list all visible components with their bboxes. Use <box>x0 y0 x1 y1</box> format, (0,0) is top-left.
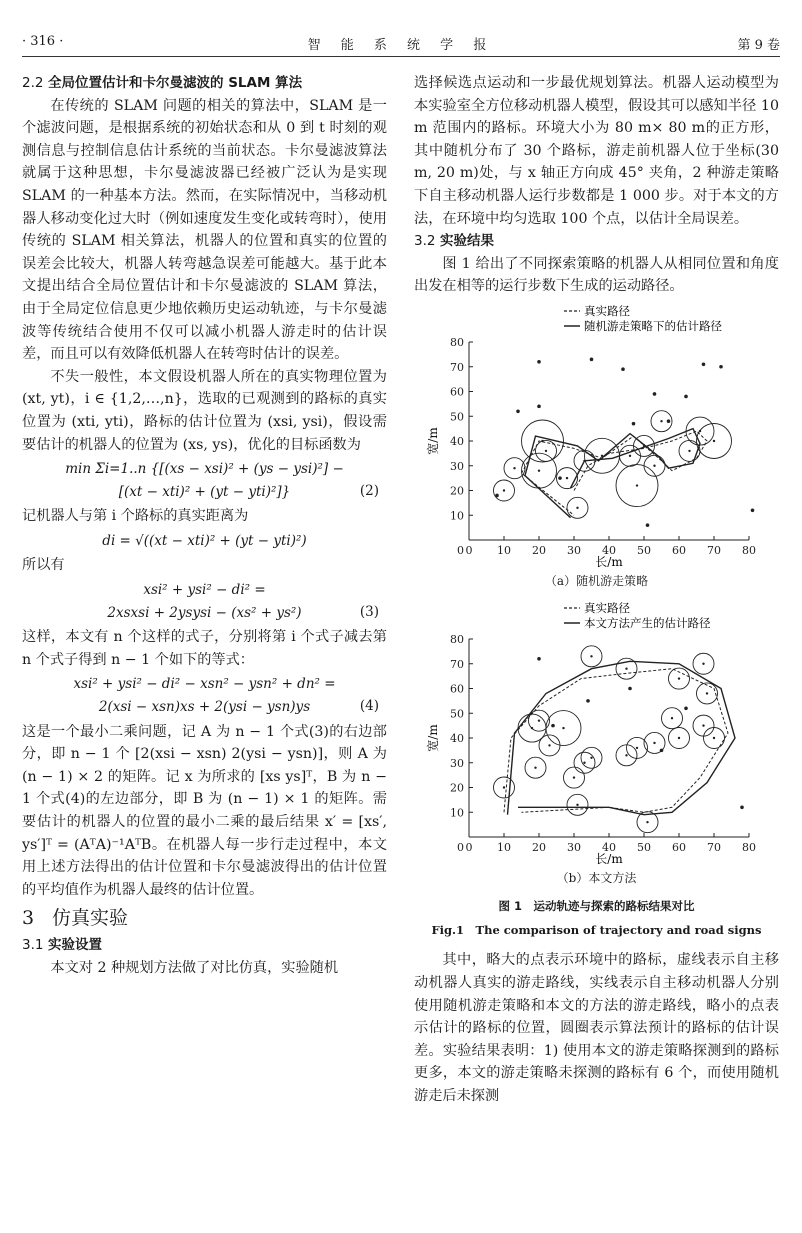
origin-label: 0 <box>457 543 464 557</box>
x-tick-label: 0 <box>465 543 473 557</box>
page-number: · 316 · <box>22 34 64 49</box>
estimated-landmark-point <box>688 450 690 452</box>
y-tick-label: 60 <box>450 385 464 399</box>
y-tick-label: 40 <box>450 731 464 745</box>
header-rule <box>22 56 780 57</box>
section-2-2-heading: 2.2 全局位置估计和卡尔曼滤波的 SLAM 算法 <box>22 75 303 91</box>
y-tick-label: 70 <box>450 360 464 374</box>
estimated-landmark-point <box>576 507 578 509</box>
paragraph: 选择候选点运动和一步最优规划算法。机器人运动模型为本实验室全方位移动机器人模型，假设其可以感知半径 10 m 范围内的路标。环境大小为 80 m× 80 m的正方形，其中随机分布了 30 个路标，游走前机器人位于坐标(30 m, 20 m)处，与 x 轴正方向成 45° 夹角，2 种游走策略下自主移动机器人运行步数都是 1 000 步。对于本文的方法，在环境中均匀选取 100 个点，以估计全局误差。 <box>414 75 779 227</box>
paragraph: 所以有 <box>22 557 65 574</box>
equation-2: min Σi=1..n {[(xs − xsi)² + (ys − ysi)²] − [(xt − xti)² + (yt − yti)²]} (2) <box>65 461 379 500</box>
landmark-point <box>684 706 688 710</box>
landmark-point <box>702 362 706 366</box>
y-tick-label: 80 <box>450 632 464 646</box>
estimated-landmark-point <box>576 803 578 805</box>
landmark-point <box>516 409 520 413</box>
estimated-landmark-point <box>671 717 673 719</box>
estimated-landmark-point <box>562 726 564 728</box>
landmark-point <box>586 699 590 703</box>
estimated-landmark-point <box>702 724 704 726</box>
landmark-point <box>740 805 744 809</box>
chart-legend <box>564 601 711 630</box>
x-tick-label: 80 <box>742 840 756 854</box>
estimated-landmark-point <box>538 469 540 471</box>
figure-caption-english: Fig.1 The comparison of trajectory and road signs <box>431 922 762 937</box>
paragraph: 记机器人与第 i 个路标的真实距离为 <box>22 508 249 525</box>
x-tick-label: 0 <box>465 840 473 854</box>
y-tick-label: 10 <box>450 509 464 523</box>
trajectory-chart-proposed-method <box>414 599 779 865</box>
paragraph: 本文对 2 种规划方法做了对比仿真，实验随机 <box>50 959 339 976</box>
legend-label-estimated-path: 本文方法产生的估计路径 <box>584 615 711 630</box>
x-tick-label: 50 <box>637 543 651 557</box>
x-tick-label: 80 <box>742 543 756 557</box>
landmark-point <box>558 476 562 480</box>
y-axis-label: 宽/m <box>426 723 440 752</box>
x-tick-label: 10 <box>497 543 511 557</box>
paragraph: 这样，本文有 n 个这样的式子，分别将第 i 个式子减去第 n 个式子得到 n − 1 个如下的等式： <box>22 629 387 668</box>
y-tick-label: 50 <box>450 410 464 424</box>
origin-label: 0 <box>457 840 464 854</box>
x-axis-label: 长/m <box>595 851 623 865</box>
running-header <box>22 34 780 54</box>
paragraph: 这是一个最小二乘问题，记 A 为 n − 1 个式(3)的右边部分，即 n − 1 个 [2(xsi − xsn) 2(ysi − ysn)]，则 A 为 (n − 1) × 2 的矩阵。记 x 为所求的 [xs ys]ᵀ，B 为 n − 1 个式(4)的左边部分，即 B 为 (n − 1) × 1 的矩阵。需要估计的机器人的位置的最小二乘的最后结果 x′ = [xs′, ys′]ᵀ = (AᵀA)⁻¹AᵀB。在机器人每一步行走过程中，本文用上述方法得出的估计位置和卡尔曼滤波得出的估计位置的平均值作为机器人最终的估计位置。 <box>22 723 387 898</box>
y-tick-label: 40 <box>450 434 464 448</box>
landmark-point <box>495 494 499 498</box>
y-tick-label: 30 <box>450 459 464 473</box>
trajectory-chart-random-walk <box>414 302 779 568</box>
y-tick-label: 50 <box>450 706 464 720</box>
estimated-landmark-point <box>713 440 715 442</box>
landmark-point <box>751 508 755 512</box>
estimated-landmark-point <box>538 719 540 721</box>
estimated-landmark-point <box>653 464 655 466</box>
estimated-landmark-point <box>629 455 631 457</box>
estimated-landmark-point <box>583 761 585 763</box>
legend-label-estimated-path: 随机游走策略下的估计路径 <box>584 318 722 333</box>
estimated-landmark-point <box>678 736 680 738</box>
subfigure-caption-a: （a）随机游走策略 <box>544 573 649 588</box>
landmark-point <box>551 723 555 727</box>
estimated-landmark-point <box>545 450 547 452</box>
equation-4: xsi² + ysi² − di² − xsn² − ysn² + dn² = 2(xsi − xsn)xs + 2(ysi − ysn)ys (4) <box>73 676 379 716</box>
landmark-point <box>667 419 671 423</box>
right-column <box>414 72 779 1107</box>
landmark-point <box>632 422 636 426</box>
estimated-landmark-point <box>573 776 575 778</box>
x-tick-label: 10 <box>497 840 511 854</box>
estimated-landmark-point <box>625 754 627 756</box>
y-tick-label: 20 <box>450 484 464 498</box>
estimated-landmark-point <box>702 662 704 664</box>
landmark-point <box>537 360 541 364</box>
x-tick-label: 50 <box>637 840 651 854</box>
x-tick-label: 60 <box>672 840 686 854</box>
landmark-point <box>653 392 657 396</box>
x-axis-label: 长/m <box>595 554 623 568</box>
estimated-landmark-point <box>625 667 627 669</box>
x-tick-label: 30 <box>567 840 581 854</box>
figure-1a <box>414 302 779 593</box>
x-tick-label: 40 <box>602 543 616 557</box>
estimated-landmark-point <box>548 744 550 746</box>
estimated-landmark-point <box>534 766 536 768</box>
y-tick-label: 70 <box>450 657 464 671</box>
section-3-1-heading: 3.1 实验设置 <box>22 936 102 953</box>
landmark-point <box>621 367 625 371</box>
landmark-point <box>719 365 723 369</box>
estimated-landmark-point <box>513 467 515 469</box>
estimated-landmark-point <box>678 677 680 679</box>
landmark-point <box>537 657 541 661</box>
landmark-point <box>590 357 594 361</box>
paragraph: 其中，略大的点表示环境中的路标，虚线表示自主移动机器人真实的游走路线，实线表示自主移动机器人分别使用随机游走策略和本文的方法的游走路线，略小的点表示估计的路标的位置，圆圈表示算法预计的路标的估计误差。实验结果表明：1) 使用本文的游走策略探测到的路标更多，本文的游走策略未探测的路标有 6 个，而使用随机游走后未探测 <box>414 952 779 1104</box>
subfigure-caption-b: （b）本文方法 <box>556 870 637 885</box>
y-tick-label: 30 <box>450 756 464 770</box>
estimated-landmark-point <box>503 786 505 788</box>
y-tick-label: 60 <box>450 682 464 696</box>
section-3-2-heading: 3.2 实验结果 <box>414 233 494 250</box>
chart-legend <box>564 304 722 333</box>
equation-distance: di = √((xt − xti)² + (yt − yti)²) <box>102 532 307 549</box>
x-tick-label: 20 <box>532 543 546 557</box>
equation-3: xsi² + ysi² − di² = 2xsxsi + 2ysysi − (xs² + ys²) (3) <box>107 582 379 621</box>
paragraph: 图 1 给出了不同探索策略的机器人从相同位置和角度出发在相等的运行步数下生成的运动路径。 <box>414 255 779 295</box>
y-tick-label: 10 <box>450 805 464 819</box>
landmark-point <box>628 686 632 690</box>
estimated-landmark-point <box>660 420 662 422</box>
estimated-landmark-point <box>503 489 505 491</box>
y-tick-label: 20 <box>450 781 464 795</box>
volume-number: 第 9 卷 <box>737 38 780 53</box>
x-tick-label: 70 <box>707 840 721 854</box>
y-axis-label: 宽/m <box>426 427 440 455</box>
legend-label-true-path: 真实路径 <box>584 303 630 318</box>
estimated-landmark-point <box>653 741 655 743</box>
paragraph: 在传统的 SLAM 问题的相关的算法中，SLAM 是一个滤波问题，是根据系统的初始状态和从 0 到 t 时刻的观测信息与控制信息估计系统的当前状态。卡尔曼滤波算法就属于这种思想，卡尔曼滤波器已经被广泛认为是实现 SLAM 的一种基本方法。然而，在实际情况中，当移动机器人移动变化过大时（例如速度发生变化或转弯时），使用传统的 SLAM 相关算法，机器人的位置和真实的位置的误差会比较大，机器人转弯越急误差可能越大。基于此本文提出结合全局位置估计和卡尔曼滤波的 SLAM 算法，由于全局定位信息更少地依赖历史运动轨迹，与卡尔曼滤波等传统结合使用不仅可以减小机器人游走时的估计误差，而且可以有效降低机器人在转弯时估计的误差。 <box>22 97 387 363</box>
estimated-landmark-point <box>713 736 715 738</box>
paragraph: 不失一般性，本文假设机器人所在的真实物理位置为 (xt, yt)，i ∈ {1,2,…,n}，选取的已观测到的路标的真实位置为 (xti, yti)，路标的估计位置为 (xsi, ysi)，假设需要估计的机器人的位置为 (xs, ys)，优化的目标函数为 <box>22 368 387 453</box>
landmark-point <box>684 395 688 399</box>
estimated-landmark-point <box>706 692 708 694</box>
estimated-landmark-point <box>646 820 648 822</box>
estimated-landmark-point <box>636 484 638 486</box>
x-tick-label: 20 <box>532 840 546 854</box>
y-tick-label: 80 <box>450 335 464 349</box>
estimated-landmark-point <box>636 746 638 748</box>
x-tick-label: 70 <box>707 543 721 557</box>
x-tick-label: 60 <box>672 543 686 557</box>
x-tick-label: 40 <box>602 840 616 854</box>
landmark-point <box>646 523 650 527</box>
section-3-heading: 3 仿真实验 <box>22 907 129 930</box>
left-column <box>22 72 387 979</box>
estimated-landmark-point <box>590 655 592 657</box>
estimated-landmark-point <box>566 477 568 479</box>
landmark-point <box>660 748 664 752</box>
figure-caption: 图 1 运动轨迹与探索的路标结果对比 <box>498 899 695 914</box>
journal-name: 智 能 系 统 学 报 <box>307 38 495 53</box>
figure-1b <box>414 599 779 890</box>
landmark-point <box>537 404 541 408</box>
x-tick-label: 30 <box>567 543 581 557</box>
estimated-landmark-point <box>590 756 592 758</box>
legend-label-true-path: 真实路径 <box>584 600 630 615</box>
